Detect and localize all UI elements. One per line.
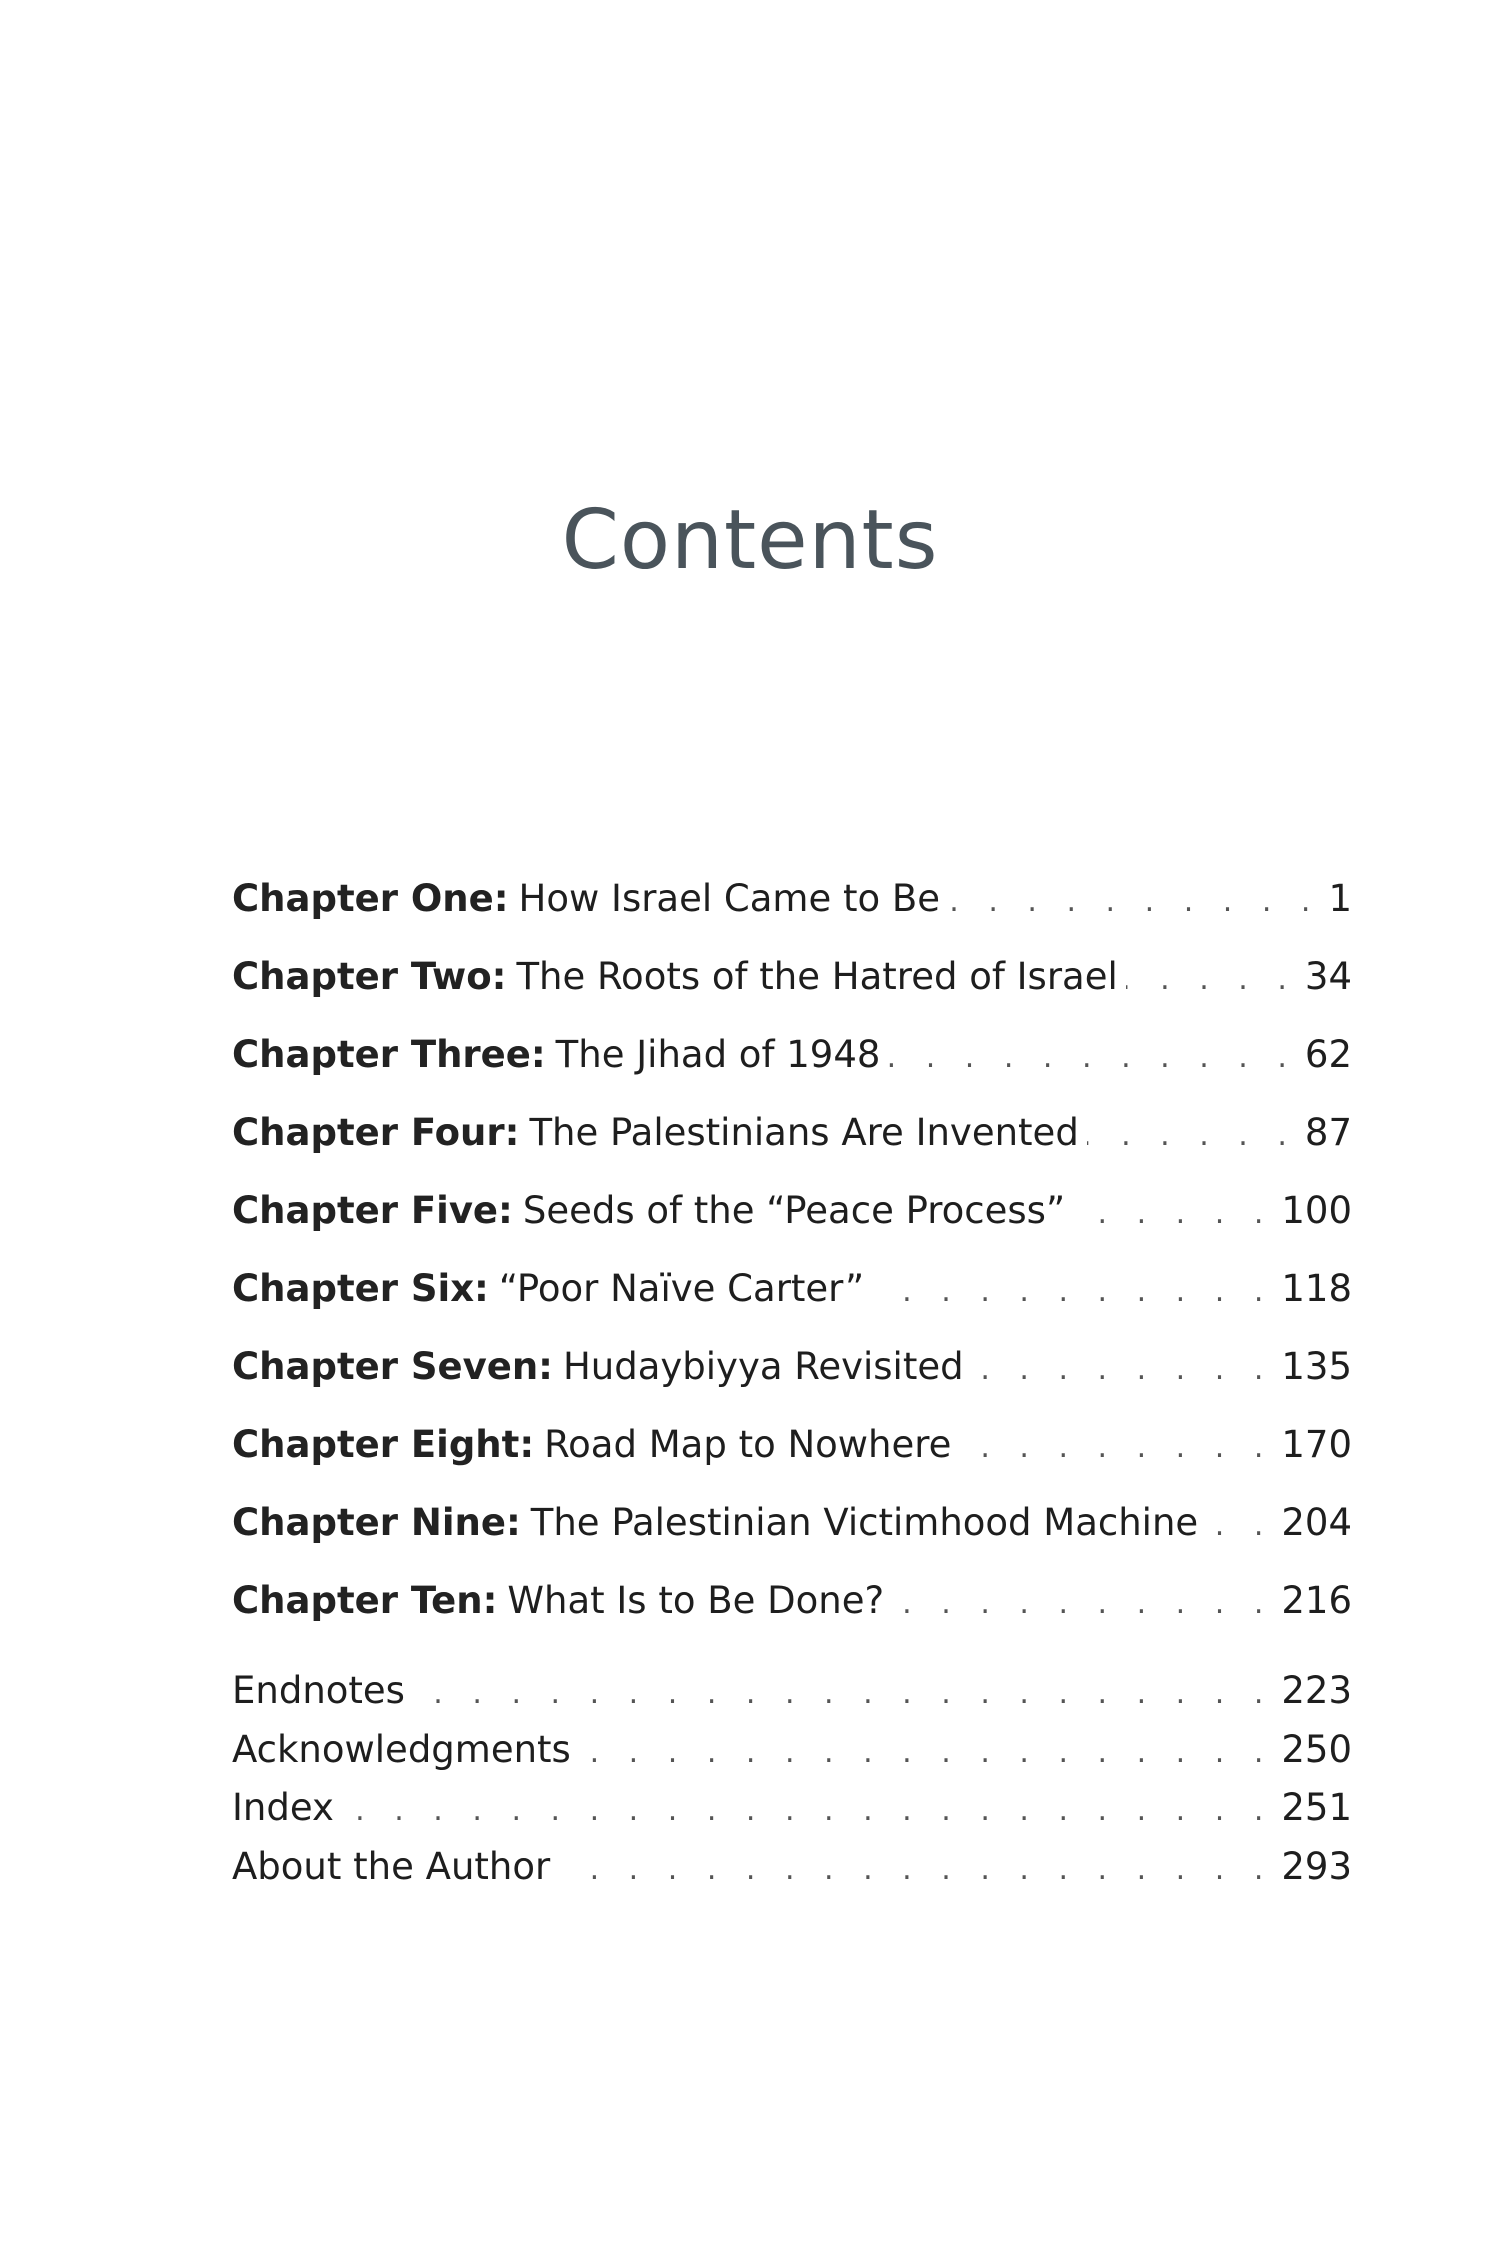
chapter-label: Chapter Four: <box>232 1111 520 1154</box>
chapter-title: The Palestinian Victimhood Machine <box>530 1501 1199 1544</box>
chapter-title: “Poor Naïve Carter” <box>498 1267 865 1310</box>
page-number: 216 <box>1281 1579 1352 1622</box>
chapter-title: The Palestinians Are Invented <box>529 1111 1079 1154</box>
chapter-label: Chapter One: <box>232 877 509 920</box>
page-number: 100 <box>1281 1189 1352 1232</box>
chapter-label: Chapter Eight: <box>232 1423 535 1466</box>
chapter-label: Chapter Ten: <box>232 1579 498 1622</box>
dot-leader <box>1206 1511 1273 1541</box>
toc-entry-chapter-3 <box>232 1033 1352 1114</box>
back-matter-list <box>232 1669 1352 1906</box>
page-number: 118 <box>1281 1267 1352 1310</box>
dot-leader <box>872 1277 1273 1307</box>
chapter-title: Hudaybiyya Revisited <box>562 1345 964 1388</box>
dot-leader <box>579 1738 1274 1768</box>
toc-entry-endnotes <box>232 1669 1352 1731</box>
toc-entry-chapter-8 <box>232 1423 1352 1504</box>
toc-entry-chapter-9 <box>232 1501 1352 1582</box>
chapter-label: Chapter Two: <box>232 955 507 998</box>
page-number: 1 <box>1328 877 1352 920</box>
toc-entry-chapter-10 <box>232 1579 1352 1660</box>
dot-leader <box>948 887 1320 917</box>
page-number: 293 <box>1281 1844 1352 1888</box>
page-number: 135 <box>1281 1345 1352 1388</box>
dot-leader <box>1073 1199 1273 1229</box>
toc-entry-about-the-author <box>232 1844 1352 1907</box>
dot-leader <box>888 1043 1297 1073</box>
page-number: 34 <box>1304 955 1352 998</box>
section-title: About the Author <box>232 1844 551 1888</box>
chapter-title: The Roots of the Hatred of Israel <box>516 955 1118 998</box>
chapter-label: Chapter Nine: <box>232 1501 521 1544</box>
section-title: Endnotes <box>232 1669 405 1712</box>
page-number: 87 <box>1304 1111 1352 1154</box>
toc-entry-chapter-5 <box>232 1189 1352 1270</box>
dot-leader <box>342 1796 1274 1826</box>
toc-entry-chapter-7 <box>232 1345 1352 1426</box>
chapter-title: How Israel Came to Be <box>518 877 941 920</box>
dot-leader <box>1087 1121 1297 1151</box>
chapter-label: Chapter Seven: <box>232 1345 553 1388</box>
toc-entry-chapter-1 <box>232 877 1352 958</box>
chapter-list <box>232 877 1352 1660</box>
chapter-title: Road Map to Nowhere <box>544 1423 952 1466</box>
dot-leader <box>413 1679 1273 1709</box>
page-number: 250 <box>1281 1727 1352 1771</box>
page-number: 251 <box>1281 1786 1352 1829</box>
toc-entry-chapter-2 <box>232 955 1352 1036</box>
toc-entry-acknowledgments <box>232 1727 1352 1790</box>
page-number: 62 <box>1304 1033 1352 1076</box>
section-title: Acknowledgments <box>232 1727 571 1771</box>
toc-entry-chapter-4 <box>232 1111 1352 1192</box>
chapter-label: Chapter Three: <box>232 1033 546 1076</box>
chapter-label: Chapter Five: <box>232 1189 513 1232</box>
page-number: 223 <box>1281 1669 1352 1712</box>
chapter-title: What Is to Be Done? <box>507 1579 885 1622</box>
chapter-title: Seeds of the “Peace Process” <box>522 1189 1066 1232</box>
toc-entry-index <box>232 1786 1352 1848</box>
page-title: Contents <box>561 493 939 588</box>
page-number: 204 <box>1281 1501 1352 1544</box>
toc-entry-chapter-6 <box>232 1267 1352 1348</box>
dot-leader <box>1126 965 1297 995</box>
chapter-label: Chapter Six: <box>232 1267 489 1310</box>
dot-leader <box>972 1355 1274 1385</box>
dot-leader <box>892 1589 1273 1619</box>
page-number: 170 <box>1281 1423 1352 1466</box>
dot-leader <box>959 1433 1273 1463</box>
dot-leader <box>558 1855 1273 1885</box>
chapter-title: The Jihad of 1948 <box>555 1033 881 1076</box>
section-title: Index <box>232 1786 334 1829</box>
